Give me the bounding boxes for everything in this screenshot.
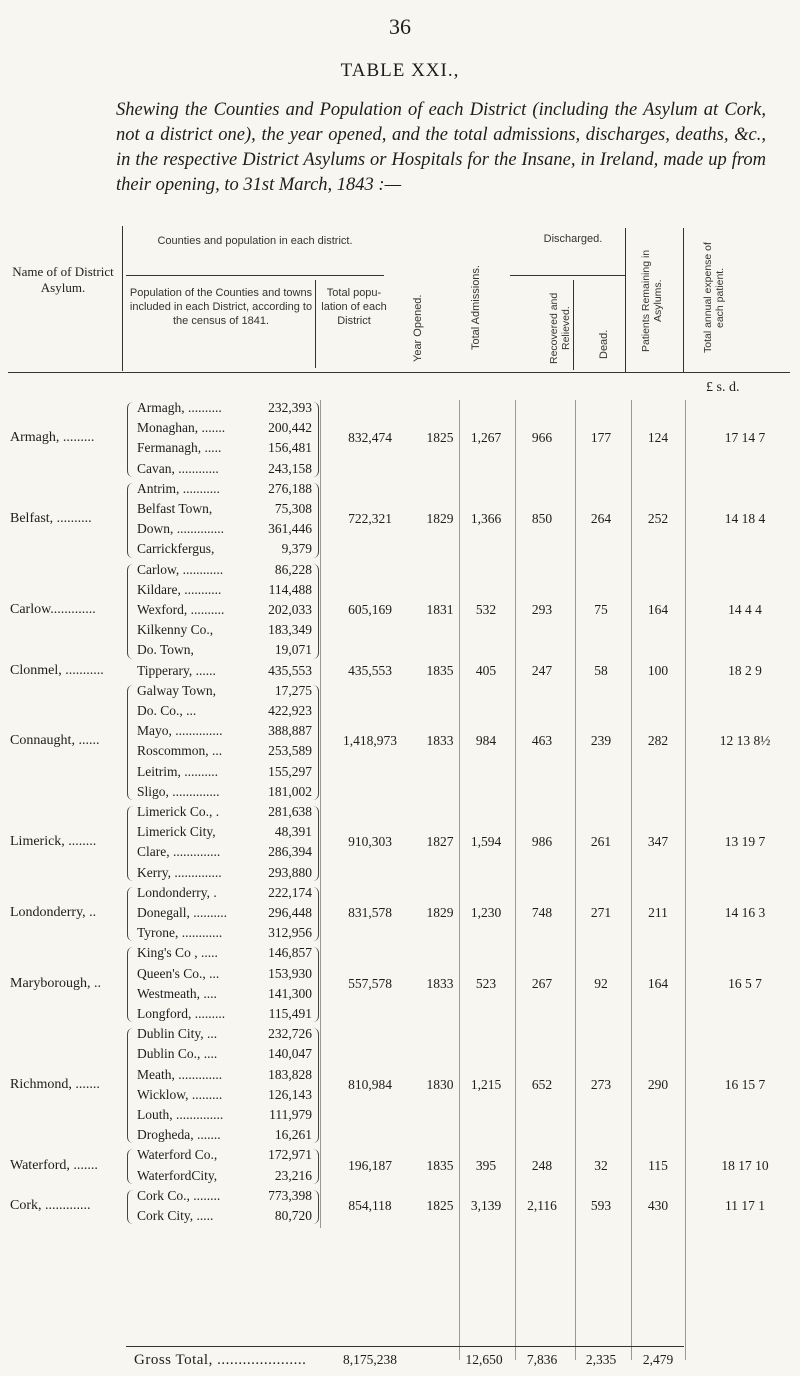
patients-remaining: 290 (647, 1076, 669, 1092)
patients-remaining: 252 (647, 511, 669, 527)
header-discharged: Discharged. (543, 233, 603, 245)
recovered-count: 2,116 (527, 1198, 557, 1213)
county-population: 141,300 (268, 985, 312, 1001)
county-name: Tipperary, ...... (137, 662, 216, 678)
recovered-count: 652 (531, 1076, 553, 1092)
county-name: Limerick Co., . (137, 804, 220, 819)
district-total-population: 832,474 (348, 430, 392, 446)
recovered-count: 247 (531, 662, 553, 678)
county-name: Antrim, ........... (137, 480, 220, 496)
rule (315, 280, 316, 368)
county-population: 388,887 (268, 723, 312, 739)
header-total-population: Total popu- lation of each District (321, 287, 387, 327)
county-population: 312,956 (268, 925, 312, 941)
county-brace-right (310, 806, 319, 881)
year-opened: 1829 (426, 511, 454, 527)
district-total-population: 435,553 (348, 662, 392, 678)
patients-remaining: 347 (647, 834, 669, 850)
county-population: 232,726 (268, 1026, 312, 1042)
county-name: Sligo, .............. (137, 783, 220, 799)
dead-count: 261 (590, 834, 612, 850)
patients-remaining: 115 (648, 1157, 668, 1173)
district-name: Cork, ............. (10, 1198, 91, 1213)
county-population: 361,446 (268, 521, 312, 537)
county-name: Kerry, .............. (137, 864, 222, 880)
county-name: Limerick City, (137, 824, 216, 840)
totals-dead: 2,335 (585, 1352, 617, 1367)
rule (122, 226, 123, 371)
annual-expense: 18 17 10 (721, 1157, 769, 1173)
annual-expense: 16 5 7 (728, 975, 762, 991)
rule (685, 400, 686, 1360)
dead-count: 271 (590, 905, 612, 921)
header-dead: Dead. (598, 329, 610, 359)
district-name: Clonmel, ........... (10, 662, 104, 678)
county-population: 17,275 (274, 682, 312, 698)
county-name: Louth, .............. (137, 1107, 224, 1122)
county-population: 80,720 (274, 1208, 312, 1223)
dead-count: 32 (594, 1157, 608, 1173)
annual-expense: 14 4 4 (728, 602, 762, 618)
header-name-of-district-text: Name of of District Asylum. (12, 264, 114, 295)
dead-count: 58 (594, 662, 608, 678)
district-name: Carlow............. (10, 602, 96, 618)
year-opened: 1827 (426, 834, 454, 850)
county-brace-right (310, 402, 319, 477)
county-name: Kilkenny Co., (137, 622, 214, 638)
county-brace-right (310, 947, 319, 1022)
total-admissions: 1,594 (470, 834, 502, 850)
dead-count: 239 (590, 733, 612, 749)
county-name: Dublin City, ... (137, 1026, 218, 1042)
county-name: Do. Co., ... (137, 703, 197, 718)
county-population: 200,442 (268, 420, 312, 436)
rule (631, 400, 632, 1360)
rule (625, 228, 626, 373)
county-population: 253,589 (268, 743, 312, 759)
district-name: Armagh, ......... (10, 430, 95, 446)
county-population: 183,828 (268, 1066, 312, 1082)
county-population: 172,971 (268, 1147, 312, 1163)
recovered-count: 463 (531, 733, 553, 749)
dead-count: 264 (590, 511, 612, 527)
rule (460, 1346, 684, 1347)
county-name: Longford, ......... (137, 1006, 226, 1021)
rule (126, 275, 384, 276)
county-population: 222,174 (268, 884, 312, 900)
county-population: 140,047 (268, 1046, 312, 1062)
table-title: TABLE XXI., (340, 60, 460, 81)
dead-count: 75 (594, 602, 608, 618)
county-population: 75,308 (274, 501, 312, 516)
recovered-count: 293 (531, 602, 553, 618)
county-name: WaterfordCity, (137, 1167, 218, 1183)
district-name: Richmond, ....... (10, 1076, 100, 1092)
district-name: Limerick, ........ (10, 834, 97, 850)
county-brace-left (127, 1190, 136, 1224)
county-name: Westmeath, .... (137, 985, 217, 1001)
county-name: Dublin Co., .... (137, 1046, 218, 1062)
dead-count: 593 (590, 1198, 612, 1213)
recovered-count: 850 (531, 511, 553, 527)
dead-count: 92 (594, 975, 608, 991)
county-population: 286,394 (268, 844, 312, 860)
county-population: 146,857 (268, 945, 312, 961)
county-population: 435,553 (268, 662, 312, 678)
county-name: Roscommon, ... (137, 743, 223, 759)
county-population: 153,930 (268, 965, 312, 981)
header-total-admissions: Total Admissions. (470, 265, 482, 351)
county-name: Fermanagh, ..... (137, 440, 222, 456)
county-brace-left (127, 1028, 136, 1143)
district-total-population: 854,118 (348, 1198, 392, 1213)
county-population: 111,979 (269, 1107, 312, 1122)
district-name: Connaught, ...... (10, 733, 100, 749)
annual-expense: 12 13 8½ (719, 733, 771, 749)
district-total-population: 1,418,973 (343, 733, 397, 749)
recovered-count: 966 (531, 430, 553, 446)
county-name: Leitrim, .......... (137, 763, 218, 779)
rule (459, 400, 460, 1360)
county-brace-right (310, 1149, 319, 1183)
county-name: Do. Town, (137, 642, 194, 658)
district-name: Belfast, .......... (10, 511, 92, 527)
year-opened: 1825 (426, 430, 454, 446)
header-counties-group: Counties and population in each district. (157, 235, 353, 247)
recovered-count: 267 (531, 975, 553, 991)
patients-remaining: 164 (647, 602, 669, 618)
annual-expense: 13 19 7 (724, 834, 766, 850)
county-name: Tyrone, ............ (137, 925, 223, 941)
county-population: 276,188 (268, 480, 312, 496)
rule (575, 400, 576, 1360)
county-population: 48,391 (274, 824, 312, 840)
total-admissions: 532 (475, 602, 497, 618)
county-brace-left (127, 1149, 136, 1183)
district-total-population: 722,321 (348, 511, 392, 527)
county-name: Drogheda, ....... (137, 1127, 221, 1143)
district-total-population: 831,578 (348, 905, 392, 921)
header-name-of-district (8, 264, 118, 296)
county-population: 16,261 (274, 1127, 312, 1143)
page-number: 36 (389, 14, 411, 39)
county-name: Queen's Co., ... (137, 965, 220, 981)
header-recovered: Recovered and Relieved. (548, 292, 572, 364)
district-total-population: 605,169 (348, 602, 392, 618)
totals-admissions: 12,650 (465, 1352, 503, 1367)
district-total-population: 810,984 (348, 1076, 392, 1092)
recovered-count: 248 (531, 1157, 553, 1173)
annual-expense: 17 14 7 (724, 430, 766, 446)
total-admissions: 1,267 (470, 430, 502, 446)
district-name: Waterford, ....... (10, 1157, 98, 1173)
total-admissions: 1,366 (470, 511, 502, 527)
county-brace-right (310, 685, 319, 800)
table-caption: Shewing the Counties and Population of each District (including the Asylum at Cork, not a district one), the year opened, and the total admissions, discharges, deaths, &c., in the respective District Asylums or Hospitals for the Insane, in Ireland, made up from their opening, to 31st March, 1843 :— (116, 100, 766, 195)
annual-expense: 18 2 9 (728, 662, 762, 678)
rule (683, 228, 684, 373)
rule (510, 275, 625, 276)
rule (320, 400, 321, 1228)
year-opened: 1830 (426, 1076, 454, 1092)
patients-remaining: 430 (647, 1198, 669, 1213)
county-name: Galway Town, (137, 682, 217, 698)
county-brace-right (310, 887, 319, 942)
county-brace-left (127, 483, 136, 558)
county-name: Carrickfergus, (137, 541, 215, 557)
recovered-count: 748 (531, 905, 553, 921)
year-opened: 1825 (426, 1198, 454, 1213)
county-name: Waterford Co., (137, 1147, 218, 1163)
patients-remaining: 211 (648, 905, 668, 921)
year-opened: 1835 (426, 1157, 454, 1173)
county-name: Wicklow, ......... (137, 1086, 223, 1102)
county-population: 293,880 (268, 864, 312, 880)
county-population: 19,071 (274, 642, 312, 658)
currency-label: £ s. d. (706, 380, 740, 395)
county-population: 202,033 (268, 602, 312, 617)
county-name: Cork Co., ........ (137, 1187, 221, 1203)
county-name: Cork City, ..... (137, 1208, 214, 1223)
annual-expense: 14 16 3 (724, 905, 766, 921)
county-brace-left (127, 947, 136, 1022)
county-population: 281,638 (268, 804, 312, 819)
county-name: Down, .............. (137, 521, 224, 537)
county-name: Armagh, .......... (137, 400, 222, 415)
recovered-count: 986 (531, 834, 553, 850)
district-total-population: 196,187 (348, 1157, 392, 1173)
county-population: 23,216 (274, 1167, 312, 1183)
county-name: Monaghan, ....... (137, 420, 226, 436)
county-brace-left (127, 685, 136, 800)
county-population: 126,143 (268, 1086, 312, 1102)
annual-expense: 11 17 1 (725, 1198, 765, 1213)
total-admissions: 1,215 (470, 1076, 502, 1092)
county-name: Mayo, .............. (137, 723, 223, 739)
county-population: 156,481 (268, 440, 312, 456)
county-population: 243,158 (268, 460, 312, 476)
rule (573, 280, 574, 370)
county-population: 114,488 (268, 581, 312, 597)
county-population: 181,002 (268, 783, 312, 799)
county-name: King's Co , ..... (137, 945, 218, 961)
county-population: 422,923 (268, 703, 312, 718)
totals-remaining: 2,479 (642, 1352, 674, 1367)
header-patients-remaining: Patients Remaining in Asylums. (640, 249, 664, 353)
county-name: Belfast Town, (137, 501, 213, 516)
patients-remaining: 124 (647, 430, 669, 446)
totals-recovered: 7,836 (526, 1352, 558, 1367)
county-population: 232,393 (268, 400, 312, 415)
rule (8, 372, 790, 373)
county-brace-right (310, 1028, 319, 1143)
county-brace-right (310, 1190, 319, 1224)
county-brace-left (127, 806, 136, 881)
year-opened: 1831 (426, 602, 454, 618)
county-brace-right (310, 564, 319, 659)
county-name: Donegall, .......... (137, 905, 227, 920)
district-total-population: 910,303 (348, 834, 392, 850)
dead-count: 177 (590, 430, 612, 446)
county-name: Kildare, ........... (137, 581, 222, 597)
year-opened: 1833 (426, 975, 454, 991)
county-population: 115,491 (268, 1006, 312, 1021)
rule (126, 1346, 460, 1347)
county-name: Meath, ............. (137, 1066, 223, 1082)
total-admissions: 395 (475, 1157, 497, 1173)
county-name: Clare, .............. (137, 844, 221, 860)
patients-remaining: 100 (647, 662, 669, 678)
header-population: Population of the Counties and towns included in each District, according to the census of 1841. (129, 287, 313, 327)
totals-label: Gross Total, ..................... (134, 1352, 307, 1368)
county-population: 155,297 (268, 763, 312, 779)
county-brace-left (127, 402, 136, 477)
total-admissions: 523 (475, 975, 497, 991)
header-year-opened: Year Opened. (412, 294, 424, 362)
total-admissions: 984 (475, 733, 497, 749)
year-opened: 1829 (426, 905, 454, 921)
total-admissions: 405 (475, 662, 497, 678)
county-population: 9,379 (281, 541, 312, 557)
county-population: 86,228 (274, 561, 312, 577)
patients-remaining: 282 (647, 733, 669, 749)
year-opened: 1833 (426, 733, 454, 749)
county-population: 296,448 (268, 905, 312, 920)
county-name: Londonderry, . (137, 884, 217, 900)
county-brace-left (127, 564, 136, 659)
district-name: Londonderry, .. (10, 905, 97, 921)
county-brace-right (310, 483, 319, 558)
county-population: 773,398 (268, 1187, 312, 1203)
county-name: Wexford, .......... (137, 602, 225, 617)
county-brace-left (127, 887, 136, 942)
annual-expense: 16 15 7 (724, 1076, 766, 1092)
total-admissions: 1,230 (470, 905, 502, 921)
district-total-population: 557,578 (348, 975, 392, 991)
county-name: Cavan, ............ (137, 460, 219, 476)
county-name: Carlow, ............ (137, 561, 224, 577)
year-opened: 1835 (426, 662, 454, 678)
county-population: 183,349 (268, 622, 312, 638)
totals-population: 8,175,238 (343, 1352, 397, 1367)
rule (515, 400, 516, 1360)
district-name: Maryborough, .. (10, 975, 101, 991)
patients-remaining: 164 (647, 975, 669, 991)
total-admissions: 3,139 (470, 1198, 502, 1213)
header-annual-expense: Total annual expense of each patient. (702, 242, 726, 354)
dead-count: 273 (590, 1076, 612, 1092)
annual-expense: 14 18 4 (724, 511, 766, 527)
